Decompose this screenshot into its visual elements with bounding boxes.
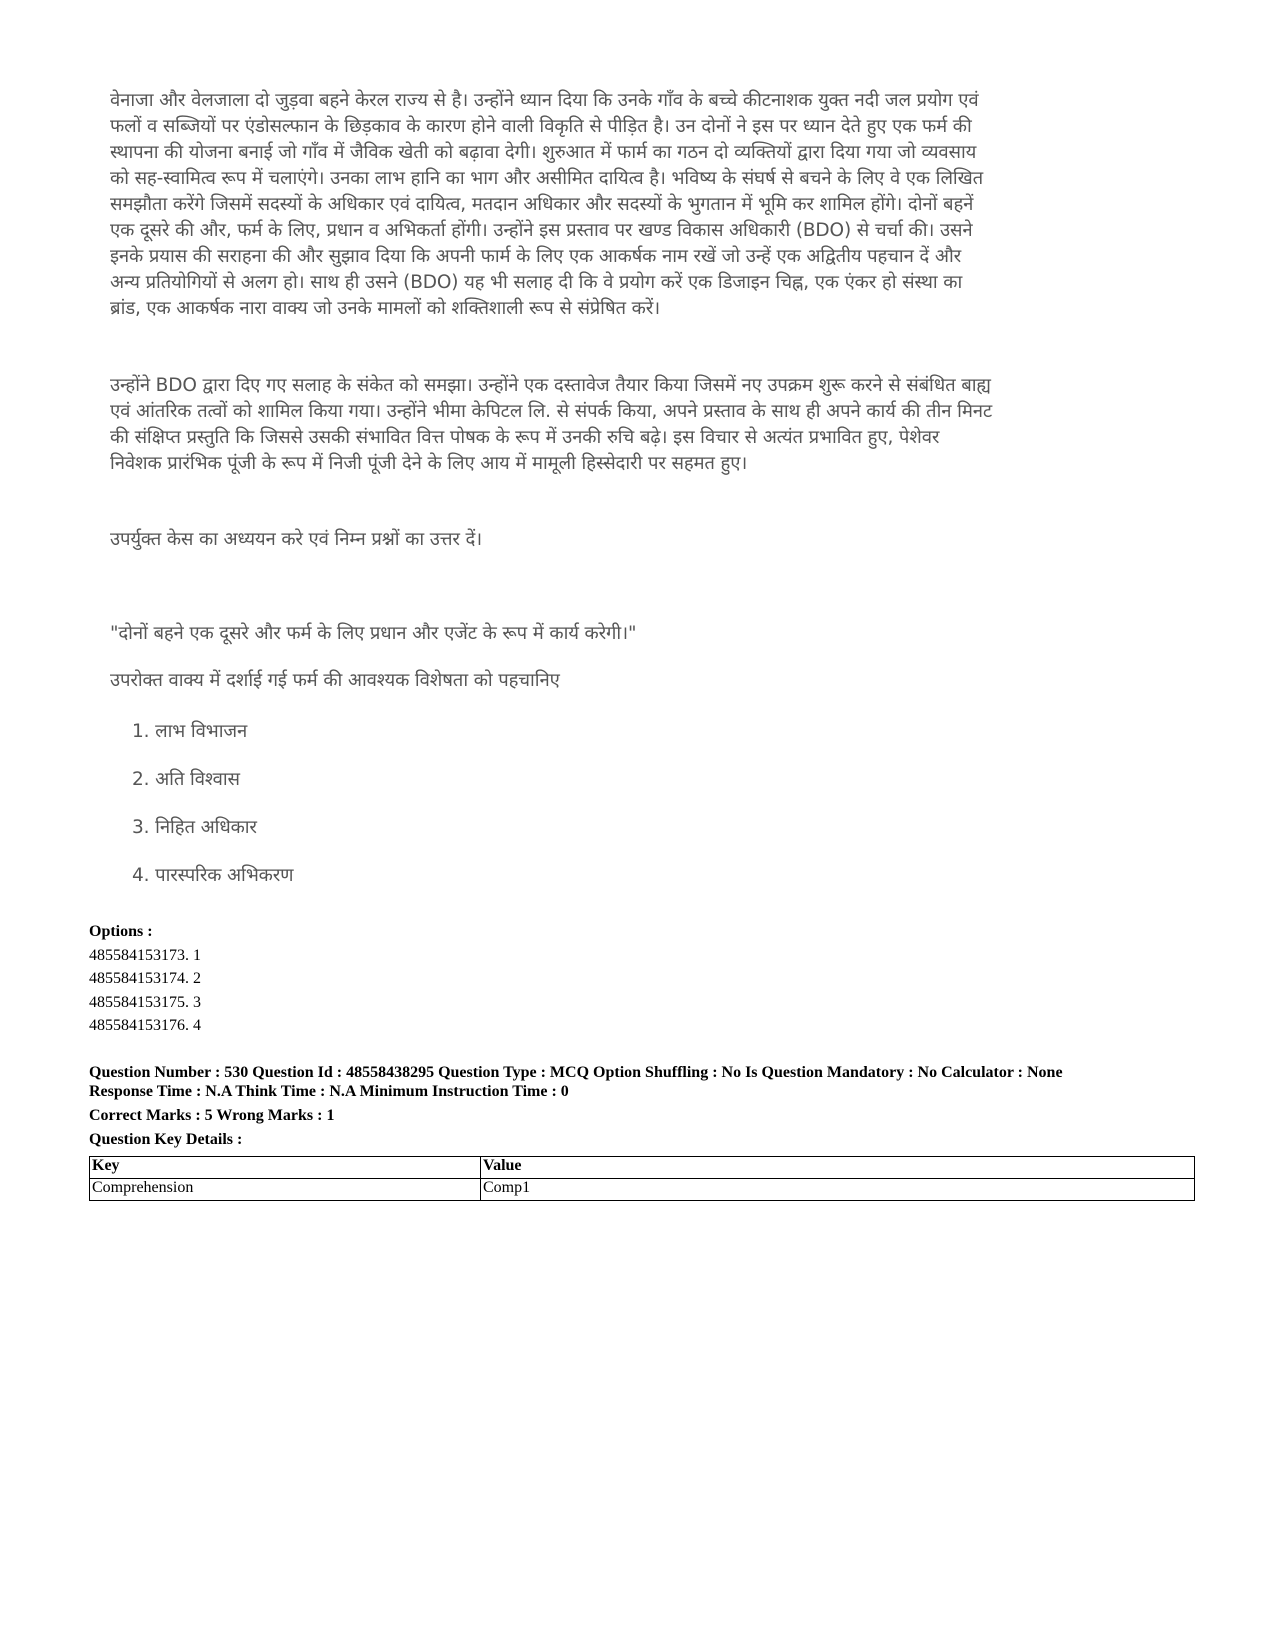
table-row [90,1179,1195,1201]
options-title: Options : [89,923,153,940]
choice-item: 2. अति विश्वास [132,769,240,790]
table-header-key: Key [90,1157,481,1179]
case-paragraph-1: वेनाजा और वेलजाला दो जुड़वा बहने केरल राज्य से है। उन्होंने ध्यान दिया कि उनके गाँव के बच्चे कीटनाशक युक्त नदी जल प्रयोग एवं फलों व सब्जियों पर एंडोसल्फान के छिड़काव के कारण होने वाली विकृति से पीड़ित है। उन दोनों ने इस पर ध्यान देते हुए एक फर्म की स्थापना की योजना बनाई जो गाँव में जैविक खेती को बढ़ावा देगी। शुरुआत में फार्म का गठन दो व्यक्तियों द्वारा दिया गया जो व्यवसाय को सह-स्वामित्व रूप में चलाएंगे। उनका लाभ हानि का भाग और असीमित दायित्व है। भविष्य के संघर्ष से बचने के लिए वे एक लिखित समझौता करेंगे जिसमें सदस्यों के अधिकार एवं दायित्व, मतदान अधिकार और सदस्यों के भुगतान में भूमि कर शामिल होंगे। दोनों बहनें एक दूसरे की और, फर्म के लिए, प्रधान व अभिकर्ता होंगी। उन्होंने इस प्रस्ताव पर खण्ड विकास अधिकारी (BDO) से चर्चा की। उसने इनके प्रयास की सराहना की और सुझाव दिया कि अपनी फार्म के लिए एक आकर्षक नाम रखें जो उन्हें एक अद्वितीय पहचान दें और अन्य प्रतियोगियों से अलग हो। साथ ही उसने (BDO) यह भी सलाह दी कि वे प्रयोग करें एक डिजाइन चिह्न, एक एंकर हो संस्था का ब्रांड, एक आकर्षक नारा वाक्य जो उनके मामलों को शक्तिशाली रूप से संप्रेषित करें। [110,90,984,319]
meta-line-time: Response Time : N.A Think Time : N.A Minimum Instruction Time : 0 [89,1083,569,1100]
question-quote: "दोनों बहने एक दूसरे और फर्म के लिए प्रधान और एजेंट के रूप में कार्य करेगी।" [110,623,637,644]
choice-item: 3. निहित अधिकार [132,817,257,838]
choice-list [132,708,293,900]
table-cell-value: Comp1 [481,1179,1195,1201]
table-cell-key: Comprehension [90,1179,481,1201]
meta-line-key-details: Question Key Details : [89,1131,243,1148]
options-section [89,920,201,1038]
table-header-row [90,1157,1195,1179]
question-metadata [89,1063,1199,1149]
question-prompt: उपरोक्त वाक्य में दर्शाई गई फर्म की आवश्यक विशेषता को पहचानिए [110,670,560,691]
case-paragraph-2: उन्होंने BDO द्वारा दिए गए सलाह के संकेत को समझा। उन्होंने एक दस्तावेज तैयार किया जिसमें नए उपक्रम शुरू करने से संबंधित बाह्य एवं आंतरिक तत्वों को शामिल किया गया। उन्होंने भीमा केपिटल लि. से संपर्क किया, अपने प्रस्ताव के साथ ही अपने कार्य की तीन मिनट की संक्षिप्त प्रस्तुति कि जिससे उसकी संभावित वित्त पोषक के रूप में उनकी रुचि बढ़े। इस विचार से अत्यंत प्रभावित हुए, पेशेवर निवेशक प्रारंभिक पूंजी के रूप में निजी पूंजी देने के लिए आय में मामूली हिस्सेदारी पर सहमत हुए। [110,375,993,474]
meta-line-question: Question Number : 530 Question Id : 48558438295 Question Type : MCQ Option Shuffling : No Is Question Mandatory : No Calculator : None [89,1064,1063,1081]
table-header-value: Value [481,1157,1195,1179]
meta-line-marks: Correct Marks : 5 Wrong Marks : 1 [89,1107,335,1124]
question-key-table [89,1156,1195,1201]
choice-item: 1. लाभ विभाजन [132,721,248,742]
option-item: 485584153173. 1 [89,946,201,964]
choice-item: 4. पारस्परिक अभिकरण [132,865,294,886]
option-item: 485584153174. 2 [89,970,201,987]
option-item: 485584153176. 4 [89,1017,201,1034]
case-instruction: उपर्युक्त केस का अध्ययन करे एवं निम्न प्रश्नों का उत्तर दें। [110,529,483,550]
option-item: 485584153175. 3 [89,993,201,1011]
